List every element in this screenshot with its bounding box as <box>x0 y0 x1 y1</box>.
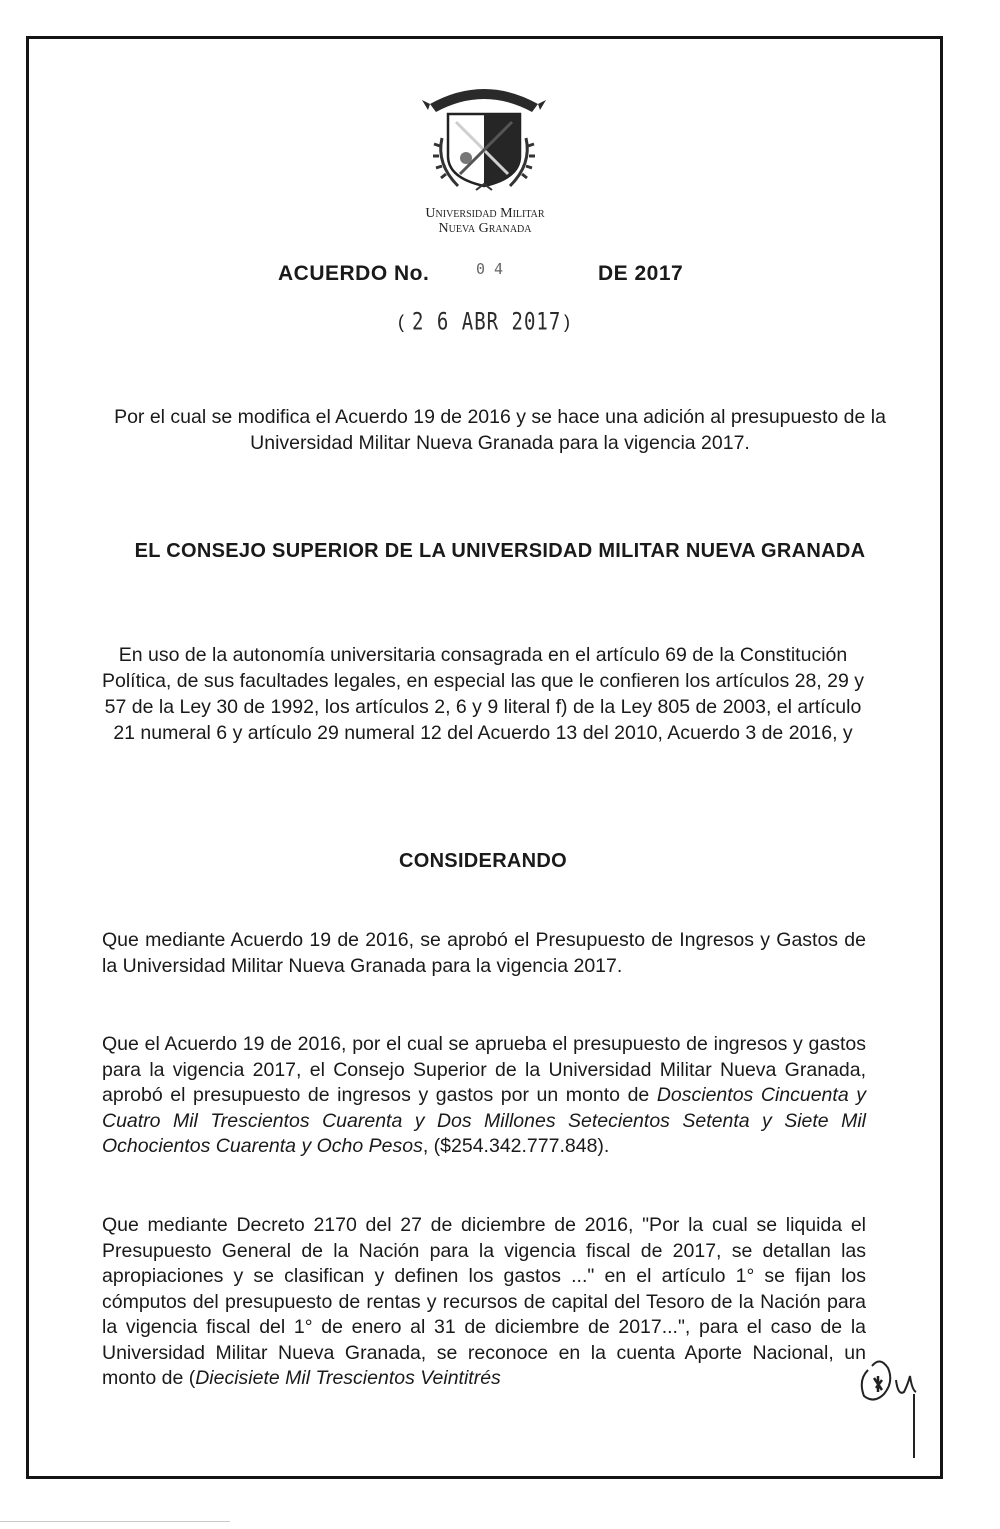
council-title: EL CONSEJO SUPERIOR DE LA UNIVERSIDAD MILITAR NUEVA GRANADA <box>134 540 866 562</box>
date-stamp-line <box>398 308 578 336</box>
university-name-line2: Nueva Granada <box>438 221 532 236</box>
date-stamp: 2 6 ABR 2017 <box>412 308 562 336</box>
paragraph-2-amount-figure: , ($254.342.777.848). <box>422 1135 610 1157</box>
bottom-scan-rule <box>0 1521 230 1522</box>
handwritten-initials-signature <box>838 1340 938 1460</box>
paragraph-2 <box>102 1032 866 1160</box>
agreement-year: DE 2017 <box>598 262 684 285</box>
paragraph-3-lead: Que mediante Decreto 2170 del 27 de diciembre de 2016, "Por la cual se liquida el Presupuesto General de la Nación para la vigencia fiscal de 2017, se detallan las apropiaciones y se clasifican y definen los gastos ..." en el artículo 1° se fijan los cómputos del presupuesto de rentas y recursos de capital del Tesoro de la Nación para la vigencia fiscal del 1° de enero al 31 de diciembre de 2017...", para el caso de la Universidad Militar Nueva Granada, se reconoce en la cuenta Aporte Nacional, un monto de ( <box>102 1214 866 1389</box>
paragraph-2-lead: Que el Acuerdo 19 de 2016, por el cual se aprueba el presupuesto de ingresos y gastos para la vigencia 2017, el Consejo Superior de la Universidad Militar Nueva Granada, aprobó el presupuesto de ingresos y gastos por un monto de <box>102 1033 866 1106</box>
agreement-number: 0 4 <box>476 260 504 278</box>
legal-faculties-paragraph: En uso de la autonomía universitaria consagrada en el artículo 69 de la Constitución Política, de sus facultades legales, en especial las que le confieren los artículos 28, 29 y 57 de la Ley 30 de 1992, los artículos 2, 6 y 9 literal f) de la Ley 805 de 2003, el artículo 21 numeral 6 y artículo 29 numeral 12 del Acuerdo 13 del 2010, Acuerdo 3 de 2016, y <box>101 644 865 744</box>
agreement-label: ACUERDO No. <box>278 262 430 285</box>
agreement-header <box>0 262 1000 292</box>
date-open-paren: ( <box>398 312 404 332</box>
university-name <box>380 206 590 236</box>
university-crest-logo <box>418 78 550 200</box>
paragraph-2-amount-words: Doscientos Cincuenta y Cuatro Mil Trescientos Cuarenta y Dos Millones Setecientos Setenta y Siete Mil Ochocientos Cuarenta y Ocho Pesos <box>102 1084 866 1157</box>
university-name-line1: Universidad Militar <box>425 206 545 221</box>
paragraph-3-amount-words: Diecisiete Mil Trescientos Veintitrés <box>195 1367 501 1389</box>
date-close-paren: ) <box>564 312 570 332</box>
agreement-summary: Por el cual se modifica el Acuerdo 19 de 2016 y se hace una adición al presupuesto de la Universidad Militar Nueva Granada para la vigencia 2017. <box>114 406 886 454</box>
considering-heading: CONSIDERANDO <box>398 850 568 872</box>
paragraph-1: Que mediante Acuerdo 19 de 2016, se aprobó el Presupuesto de Ingresos y Gastos de la Universidad Militar Nueva Granada para la vigencia 2017. <box>102 929 866 977</box>
paragraph-3 <box>102 1213 866 1392</box>
